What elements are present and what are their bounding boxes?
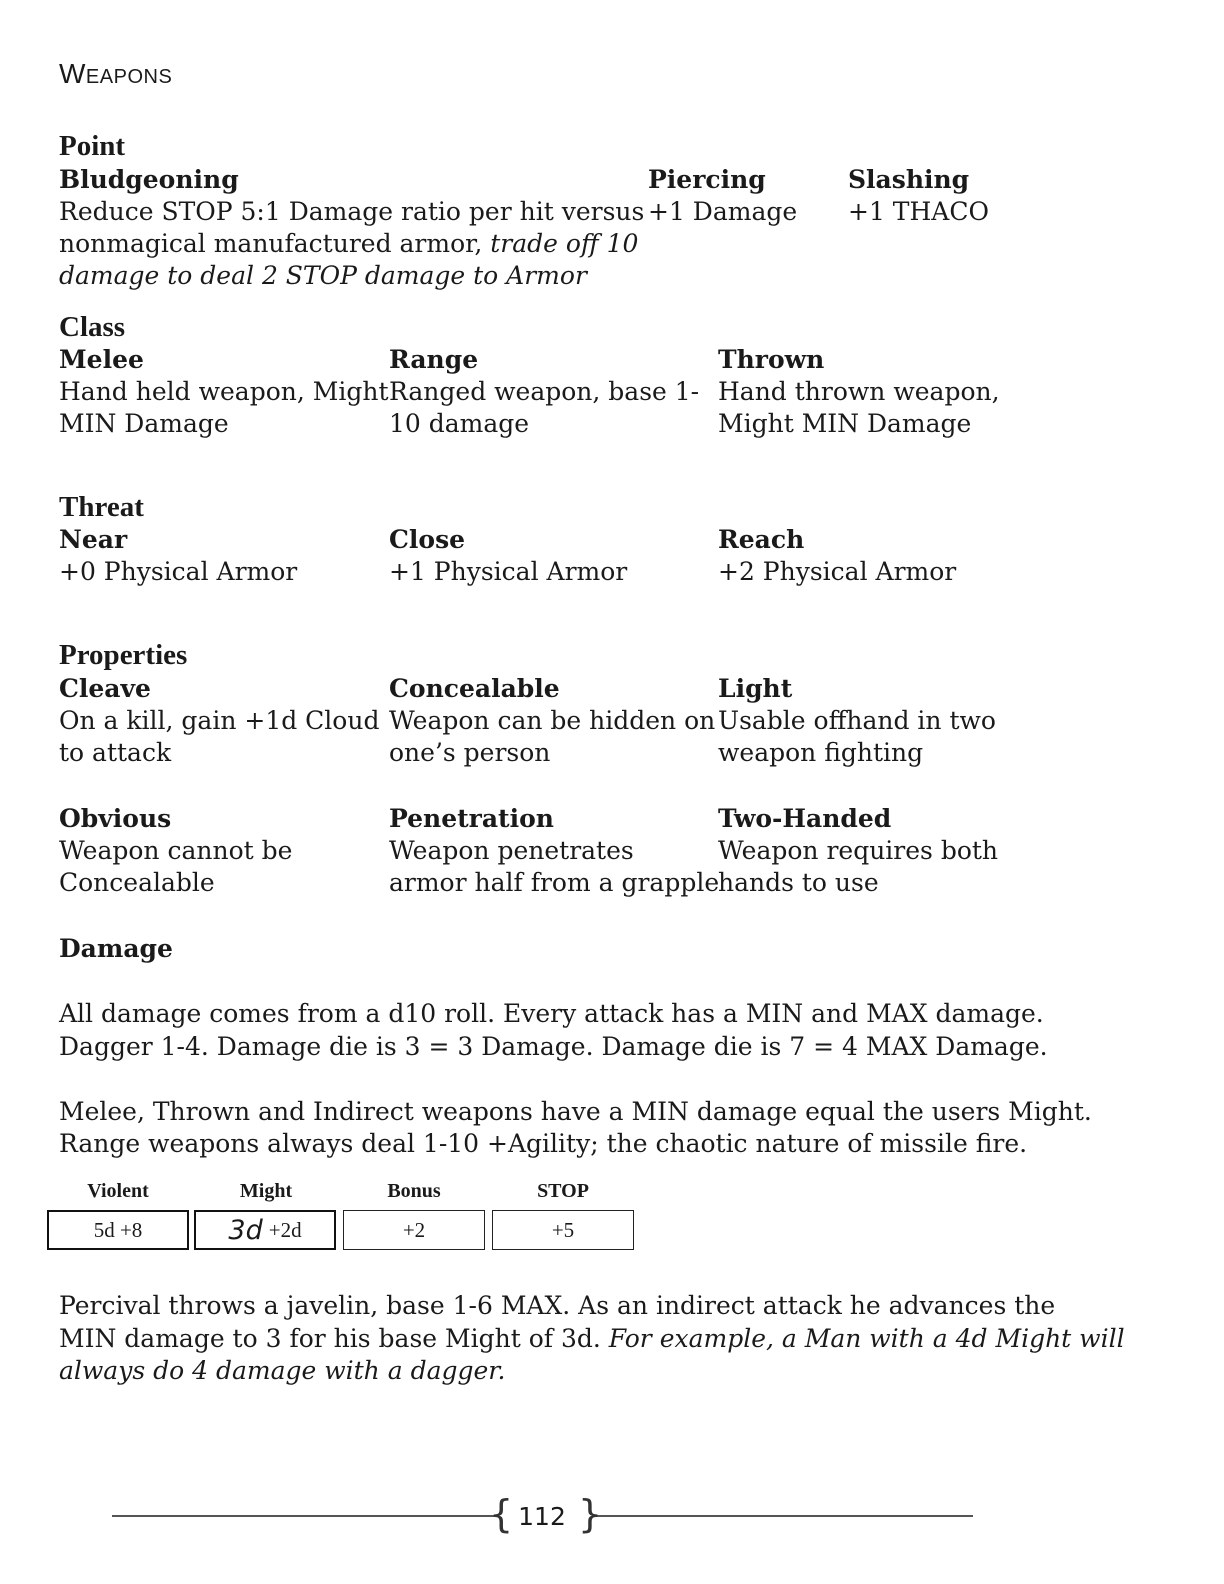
stat-handwritten-value: 3d: [228, 1214, 263, 1246]
example-line-2-plain: MIN damage to 3 for his base Might of 3d.: [59, 1324, 609, 1353]
stat-box-bonus[interactable]: [343, 1210, 485, 1250]
property-desc: one’s person: [389, 738, 551, 767]
property-desc: Weapon cannot be: [59, 836, 293, 865]
threat-item-term: Near: [59, 525, 128, 554]
stat-box-stop[interactable]: [492, 1210, 634, 1250]
damage-paragraph-2-line-1: Melee, Thrown and Indirect weapons have a MIN damage equal the users Might.: [59, 1097, 1092, 1126]
class-item-term: Thrown: [718, 345, 825, 374]
footer-rule-right: [592, 1515, 973, 1517]
property-desc: Weapon requires both: [718, 836, 999, 865]
threat-item-desc: +2 Physical Armor: [718, 557, 957, 586]
property-desc: hands to use: [718, 868, 879, 897]
class-item-melee: [59, 344, 389, 440]
example-line-1: Percival throws a javelin, base 1-6 MAX. As an indirect attack he advances the: [59, 1291, 1056, 1320]
slashing-term: Slashing: [848, 165, 970, 194]
example-line-2-italic: For example, a Man with a 4d Might will: [608, 1324, 1125, 1353]
bludgeoning-line2: [59, 228, 644, 260]
property-desc: Weapon penetrates: [389, 836, 634, 865]
threat-item-term: Close: [389, 525, 466, 554]
threat-item-desc: +1 Physical Armor: [389, 557, 628, 586]
threat-item-term: Reach: [718, 525, 805, 554]
stat-label-might: Might: [239, 1180, 293, 1202]
property-term: Penetration: [389, 804, 554, 833]
damage-paragraph-1-line-2: Dagger 1-4. Damage die is 3 = 3 Damage. Damage die is 7 = 4 MAX Damage.: [59, 1032, 1048, 1061]
class-item-term: Range: [389, 345, 479, 374]
threat-item-near: [59, 524, 297, 588]
property-desc: to attack: [59, 738, 172, 767]
stat-value: +2: [402, 1217, 426, 1242]
stat-label-violent: Violent: [87, 1180, 149, 1202]
page-number: 112: [518, 1501, 566, 1531]
property-desc: Concealable: [59, 868, 215, 897]
class-heading: Class: [59, 311, 126, 343]
damage-paragraph-2-line-2: Range weapons always deal 1-10 +Agility; the chaotic nature of missile fire.: [59, 1129, 1028, 1158]
property-desc: Weapon can be hidden on: [389, 706, 716, 735]
example-line-3: always do 4 damage with a dagger.: [59, 1356, 506, 1385]
property-cleave: [59, 673, 379, 769]
property-term: Cleave: [59, 674, 151, 703]
property-light: [718, 673, 996, 769]
property-two-handed: [718, 803, 998, 899]
stat-label-bonus: Bonus: [387, 1180, 441, 1202]
bludgeoning-line3: damage to deal 2 STOP damage to Armor: [59, 261, 587, 290]
property-term: Obvious: [59, 804, 172, 833]
class-heading-wrap: [59, 311, 125, 343]
class-item-desc: MIN Damage: [59, 409, 229, 438]
stat-value: +2d: [268, 1217, 302, 1242]
threat-item-desc: +0 Physical Armor: [59, 557, 298, 586]
piercing-entry: [648, 164, 797, 228]
bludgeoning-line2-italic: trade off 10: [490, 229, 639, 258]
property-obvious: [59, 803, 292, 899]
threat-heading: Threat: [59, 491, 144, 523]
point-heading: Point: [59, 130, 126, 162]
stat-box-violent[interactable]: [47, 1210, 189, 1250]
properties-heading-wrap: [59, 639, 187, 671]
stat-box-might[interactable]: [194, 1210, 336, 1250]
example-line-2: [59, 1323, 1125, 1355]
property-term: Two-Handed: [718, 804, 892, 833]
slashing-entry: [848, 164, 989, 228]
class-item-desc: Hand held weapon, Might: [59, 377, 389, 406]
class-item-term: Melee: [59, 345, 144, 374]
class-item-desc: Hand thrown weapon,: [718, 377, 1000, 406]
class-item-range: [389, 344, 699, 440]
footer-rule-left: [112, 1515, 495, 1517]
footer-brace-left: {: [489, 1492, 514, 1536]
bludgeoning-line2-plain: nonmagical manufactured armor,: [59, 229, 491, 258]
damage-heading: Damage: [59, 934, 173, 963]
bludgeoning-entry: [59, 164, 644, 292]
class-item-desc: Might MIN Damage: [718, 409, 972, 438]
stat-value: 5d +8: [93, 1217, 143, 1242]
property-desc: armor half from a grapple: [389, 868, 720, 897]
bludgeoning-line1: Reduce STOP 5:1 Damage ratio per hit versus: [59, 197, 645, 226]
threat-heading-wrap: [59, 491, 144, 523]
property-desc: On a kill, gain +1d Cloud: [59, 706, 380, 735]
footer-brace-right: }: [578, 1492, 603, 1536]
stat-label-stop: STOP: [537, 1180, 589, 1202]
damage-paragraph-1-line-1: All damage comes from a d10 roll. Every attack has a MIN and MAX damage.: [59, 999, 1044, 1028]
piercing-desc: +1 Damage: [648, 197, 798, 226]
property-term: Light: [718, 674, 793, 703]
slashing-desc: +1 THACO: [848, 197, 989, 226]
bludgeoning-term: Bludgeoning: [59, 165, 239, 194]
point-section: [59, 130, 125, 162]
class-item-desc: Ranged weapon, base 1-: [389, 377, 700, 406]
piercing-term: Piercing: [648, 165, 766, 194]
page-title: Weapons: [59, 58, 173, 89]
class-item-desc: 10 damage: [389, 409, 530, 438]
property-concealable: [389, 673, 715, 769]
stat-value: +5: [551, 1217, 575, 1242]
properties-heading: Properties: [59, 639, 188, 671]
property-desc: Usable offhand in two: [718, 706, 996, 735]
property-penetration: [389, 803, 719, 899]
threat-item-close: [389, 524, 627, 588]
property-term: Concealable: [389, 674, 560, 703]
class-item-thrown: [718, 344, 1000, 440]
property-desc: weapon fighting: [718, 738, 924, 767]
threat-item-reach: [718, 524, 956, 588]
